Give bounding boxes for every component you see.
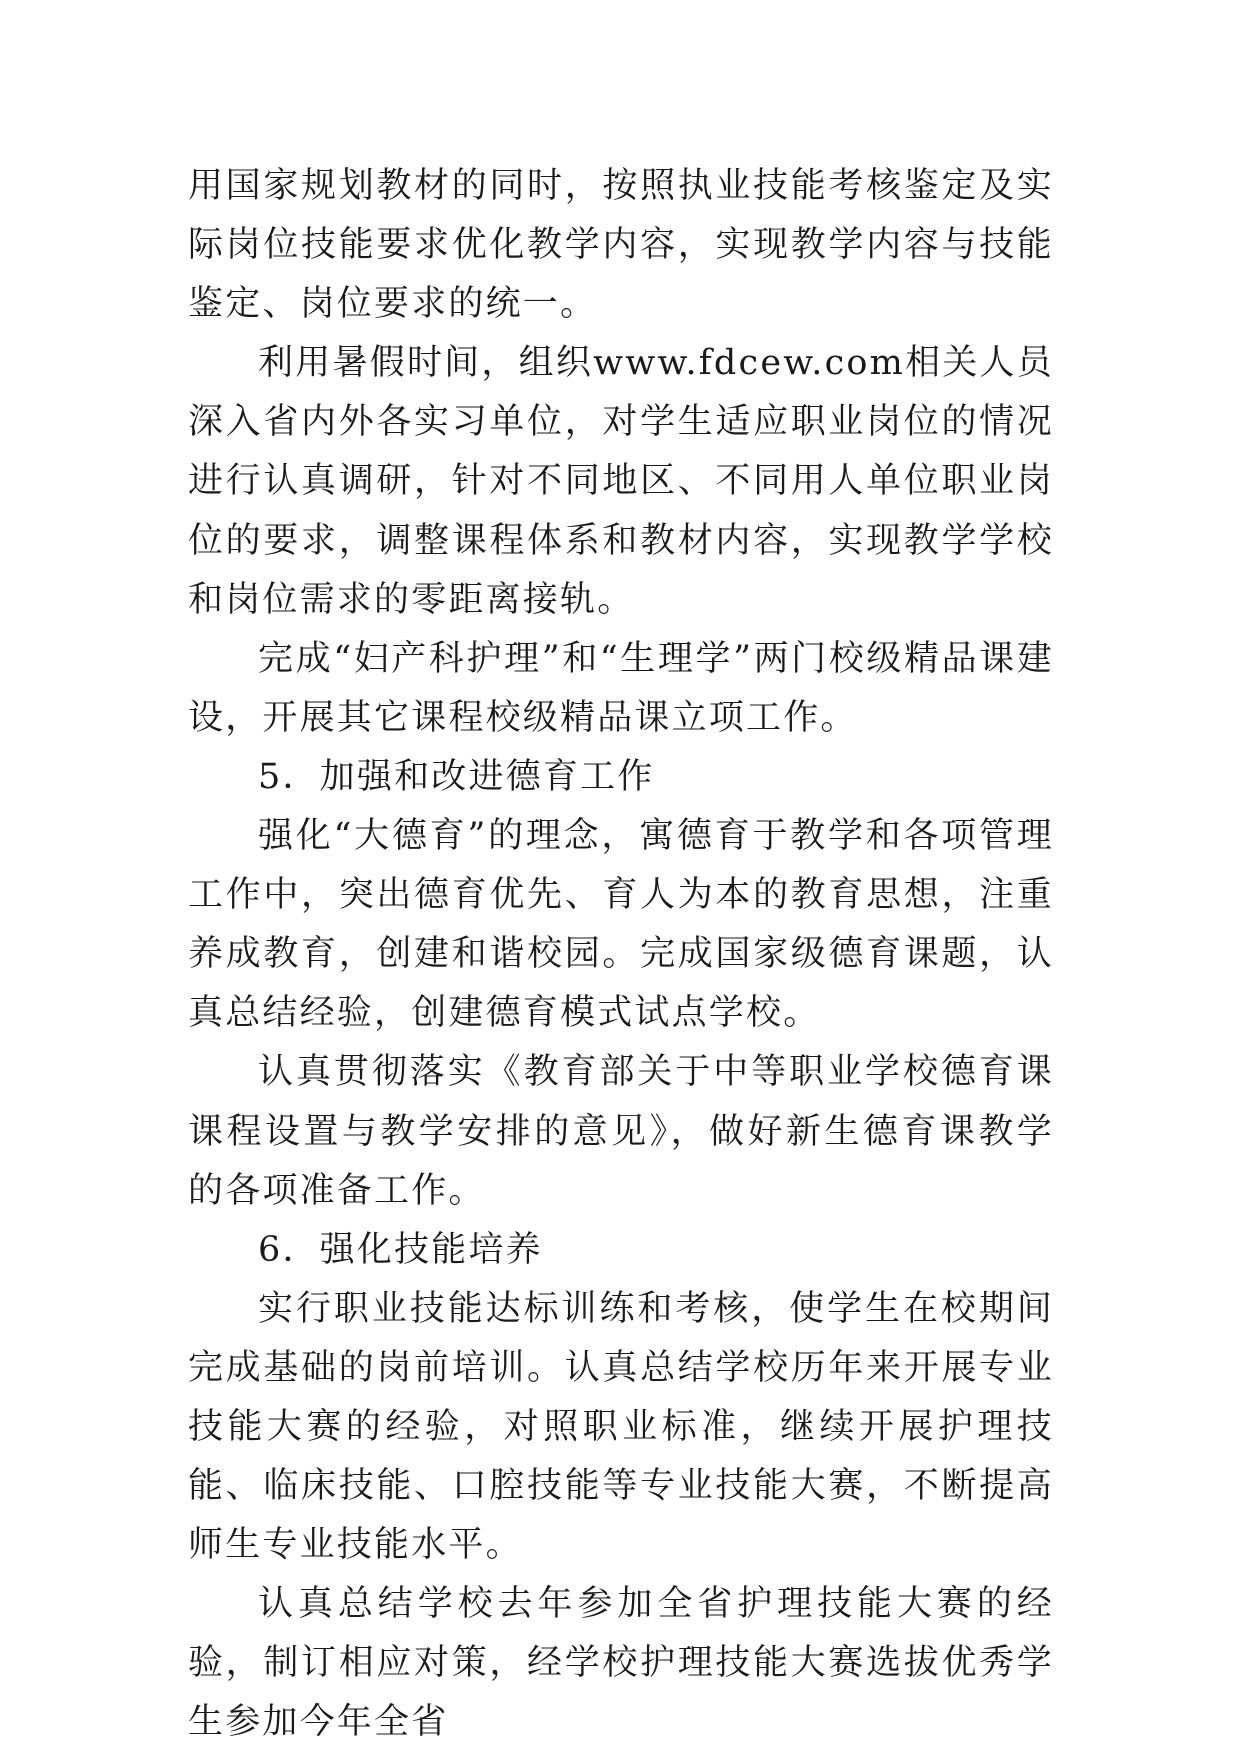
paragraph-continuation: 用国家规划教材的同时，按照执业技能考核鉴定及实际岗位技能要求优化教学内容，实现教学内容与技能鉴定、岗位要求的统一。 bbox=[188, 166, 1054, 325]
section-heading-moral-education: 5．加强和改进德育工作 bbox=[258, 756, 655, 797]
document-body bbox=[188, 157, 1054, 1753]
paragraph-summer-research: 利用暑假时间，组织www.fdcew.com相关人员深入省内外各实习单位，对学生适应职业岗位的情况进行认真调研，针对不同地区、不同用人单位职业岗位的要求，调整课程体系和教材内容，实现教学学校和岗位需求的零距离接轨。 bbox=[188, 343, 1054, 620]
paragraph-nursing-contest: 认真总结学校去年参加全省护理技能大赛的经验，制订相应对策，经学校护理技能大赛选拔优秀学生参加今年全省 bbox=[188, 1584, 1054, 1743]
section-heading-skill-training: 6．强化技能培养 bbox=[258, 1229, 543, 1270]
paragraph-moral-curriculum: 认真贯彻落实《教育部关于中等职业学校德育课课程设置与教学安排的意见》，做好新生德育课教学的各项准备工作。 bbox=[188, 1052, 1054, 1211]
paragraph-skill-standards: 实行职业技能达标训练和考核，使学生在校期间完成基础的岗前培训。认真总结学校历年来开展专业技能大赛的经验，对照职业标准，继续开展护理技能、临床技能、口腔技能等专业技能大赛，不断提高师生专业技能水平。 bbox=[188, 1288, 1054, 1566]
paragraph-quality-courses: 完成“妇产科护理”和“生理学”两门校级精品课建设，开展其它课程校级精品课立项工作。 bbox=[188, 638, 1054, 738]
paragraph-moral-concept: 强化“大德育”的理念，寓德育于教学和各项管理工作中，突出德育优先、育人为本的教育思想，注重养成教育，创建和谐校园。完成国家级德育课题，认真总结经验，创建德育模式试点学校。 bbox=[188, 816, 1054, 1034]
